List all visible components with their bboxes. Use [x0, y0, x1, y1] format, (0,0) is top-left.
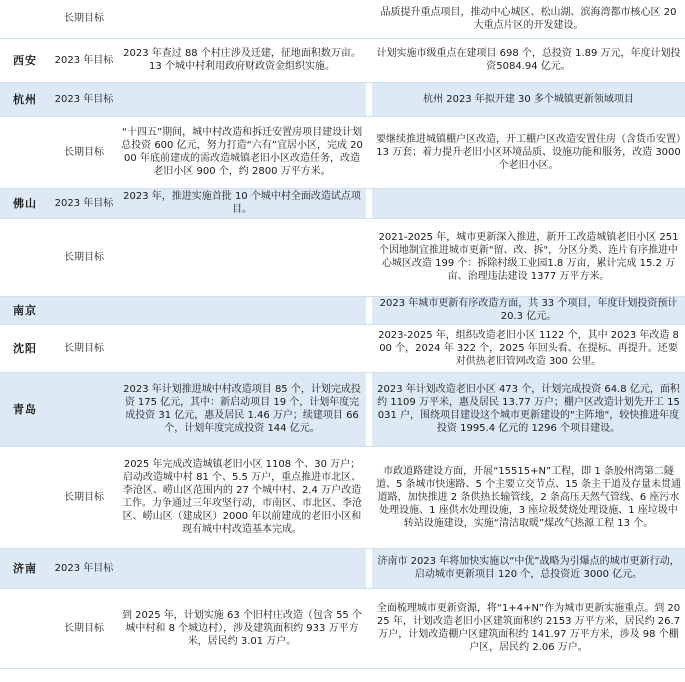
other-renewal-plan-cell: 2023 年计划改造老旧小区 473 个，计划完成投资 64.8 亿元，面积约 1109 万平米，惠及居民 13.77 万户；棚户区改造计划先开工 15031 户，围绕项目建设这个城市更新建设的"主阵地"，较快推进年度投资 1995.4 亿元的 1296 个项目建设。 [372, 372, 685, 446]
other-renewal-plan-cell: 2023-2025 年，组织改造老旧小区 1122 个，其中 2023 年改造 800 个，2024 年 322 个，2025 年回头看、在提标、再提升。还要对供热老旧管网改造 300 公里。 [372, 324, 685, 372]
other-renewal-plan-cell: 市政道路建设方面，开展“15515+N”工程，即 1 条胶州湾第二隧道、5 条城市快速路、5 个主要立交节点、15 条主干道及存量未贯通道路，加快推进 2 条供热长输管线，2 条高压天然气管线、6 座污水处理设施、1 座供水处理设施，3 座垃圾焚烧处理设施、1 座垃圾中转站设施建设，实施“清洁取暖”煤改气热源工程 13 个。 [372, 446, 685, 548]
target-period-cell [50, 372, 118, 446]
village-renewal-plan-cell [118, 548, 366, 588]
village-renewal-plan-cell: “十四五”期间，城中村改造和拆迁安置房项目建设计划总投资 600 亿元，努力打造“六有”宜居小区，完成 2000 年底前建成的需改造城镇老旧小区改造任务，改造老旧小区 900 个，约 2800 万平方米。 [118, 116, 366, 188]
other-renewal-plan-cell: 2023 年城市更新有序改造方面，共 33 个项目，年度计划投资预计 20.3 亿元。 [372, 296, 685, 324]
village-renewal-plan-cell: 2023 年查过 88 个村庄涉及迁建，征地面积数万亩。13 个城中村利用政府财政资金组织实施。 [118, 38, 366, 82]
other-renewal-plan-cell: 要继续推进城镇棚户区改造，开工棚户区改造安置住房（含货币安置）13 万套；着力提升老旧小区环境品质、设施功能和服务，改造 3000 个老旧小区。 [372, 116, 685, 188]
table-row [0, 38, 685, 82]
target-period-cell: 2023 年目标 [50, 548, 118, 588]
table-row [0, 446, 685, 548]
city-cell [0, 116, 50, 188]
village-renewal-plan-cell: 2023 年，推进实施首批 10 个城中村全面改造试点项目。 [118, 188, 366, 218]
city-cell: 西安 [0, 38, 50, 82]
table-row [0, 296, 685, 324]
village-renewal-plan-cell: 2023 年计划推进城中村改造项目 85 个，计划完成投资 175 亿元，其中：新启动项目 19 个，计划年度完成投资 31 亿元，惠及居民 1.46 万户；续建项目 66 个，计划年度完成投资 144 亿元。 [118, 372, 366, 446]
other-renewal-plan-cell: 济南市 2023 年将加快实施以“中优”战略为引爆点的城市更新行动，启动城市更新项目 120 个，总投资近 3000 亿元。 [372, 548, 685, 588]
city-cell [0, 0, 50, 38]
table-row [0, 82, 685, 116]
table-row [0, 372, 685, 446]
village-renewal-plan-cell: 到 2025 年，计划实施 63 个旧村庄改造（包含 55 个城中村和 8 个城边村），涉及建筑面积约 933 万平方米，居民约 3.01 万户。 [118, 588, 366, 668]
city-cell: 杭州 [0, 82, 50, 116]
target-period-cell: 2023 年目标 [50, 82, 118, 116]
city-cell: 南京 [0, 296, 50, 324]
city-cell: 佛山 [0, 188, 50, 218]
table-row [0, 188, 685, 218]
target-period-cell: 长期目标 [50, 218, 118, 296]
city-cell: 济南 [0, 548, 50, 588]
city-cell [0, 446, 50, 548]
village-renewal-plan-cell [118, 0, 366, 38]
village-renewal-plan-cell [118, 218, 366, 296]
city-cell: 青岛 [0, 372, 50, 446]
target-period-cell: 长期目标 [50, 324, 118, 372]
city-cell [0, 218, 50, 296]
target-period-cell: 2023 年目标 [50, 38, 118, 82]
village-renewal-plan-cell [118, 296, 366, 324]
target-period-cell [50, 296, 118, 324]
target-period-cell: 2023 年目标 [50, 188, 118, 218]
other-renewal-plan-cell [372, 188, 685, 218]
other-renewal-plan-cell: 品质提升重点项目，推动中心城区、松山湖、滨海湾都市核心区 20 大重点片区的开发建设。 [372, 0, 685, 38]
other-renewal-plan-cell: 2021-2025 年，城市更新深入推进，新开工改造城镇老旧小区 251 个因地制宜推进城市更新"留、改、拆"，分区分类、连片有序推进中心城区改造 199 个：拆除村级工业园1.8 万亩，累计完成 15.2 万亩、治理违法建设 1377 万平方米。 [372, 218, 685, 296]
table-row [0, 218, 685, 296]
table-row [0, 324, 685, 372]
table-row [0, 588, 685, 668]
table-row [0, 116, 685, 188]
other-renewal-plan-cell: 计划实施市级重点在建项目 698 个，总投资 1.89 万元，年度计划投资5084.94 亿元。 [372, 38, 685, 82]
table-row [0, 0, 685, 38]
village-renewal-plan-cell [118, 82, 366, 116]
target-period-cell: 长期目标 [50, 446, 118, 548]
village-renewal-plan-cell: 2025 年完成改造城镇老旧小区 1108 个、30 万户；启动改造城中村 81 个、5.5 万户，重点推进市北区、李沧区、崂山区范围内的 27 个城中村、2.4 万户改造工作。力争通过三年攻坚行动，市南区、市北区、李沧区、崂山区（建成区）2000 年以前建成的老旧小区和现有城中村改造基本完成。 [118, 446, 366, 548]
other-renewal-plan-cell: 杭州 2023 年拟开建 30 多个城镇更新领域项目 [372, 82, 685, 116]
city-cell [0, 588, 50, 668]
village-renewal-plan-cell [118, 324, 366, 372]
target-period-cell: 长期目标 [50, 116, 118, 188]
target-period-cell: 长期目标 [50, 0, 118, 38]
table-row [0, 548, 685, 588]
target-period-cell: 长期目标 [50, 588, 118, 668]
other-renewal-plan-cell: 全面梳理城市更新资源，将“1+4+N”作为城市更新实施重点。到 2025 年，计划改造老旧小区建筑面积约 2153 万平方米，居民约 26.7 万户，计划改造棚户区建筑面积约 141.97 万平方米，涉及 98 个棚户区，居民约 2.06 万户。 [372, 588, 685, 668]
city-cell: 沈阳 [0, 324, 50, 372]
